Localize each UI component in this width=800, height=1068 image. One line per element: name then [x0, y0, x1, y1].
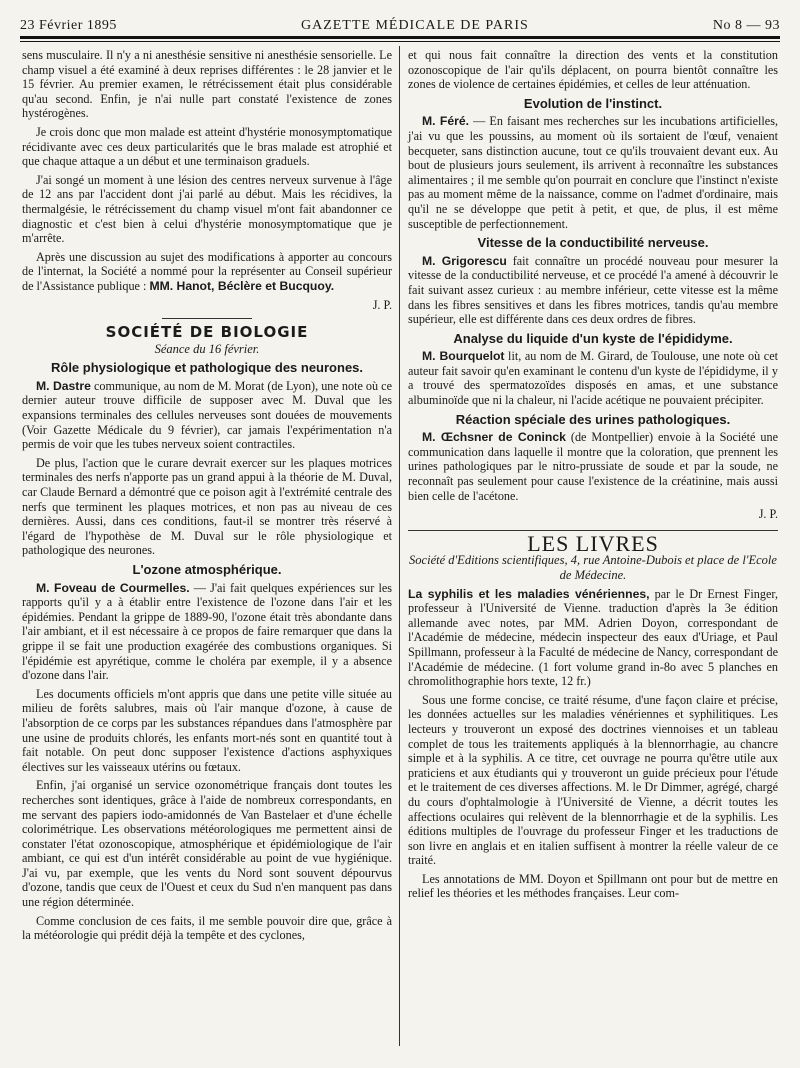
speaker-name: M. Œchsner de Coninck	[422, 430, 566, 445]
paragraph	[22, 250, 392, 294]
speaker-name: M. Foveau de Courmelles.	[36, 580, 190, 595]
article-heading: Evolution de l'instinct.	[523, 95, 663, 111]
session-date: Séance du 16 février.	[154, 341, 260, 356]
left-column	[22, 48, 392, 947]
issue-date: 23 Février 1895	[20, 18, 117, 33]
speaker-name: M. Dastre	[36, 378, 91, 393]
column-divider	[399, 46, 400, 1046]
society-heading: SOCIÉTÉ DE BIOLOGIE	[105, 323, 309, 342]
paragraph-text: — En faisant mes recherches sur les incubations artificielles, j'ai vu que les poussins, au moment où ils sortaient de l'œuf, venaient becqueter, sans distinction aucune, tout ce qu'ils trouvaient devant eux. Au bout de plusieurs jours seulement, ils arrivent à reconnaître les substances alimentaires ; il me semble qu'on pourrait en conclure que l'instinct n'existe pas au moment même de la naissance, comme on l'admet d'ordinaire, mais qu'il ne se développe que petit à petit, et que, de plus, il est même susceptible de perfectionnement.	[408, 114, 779, 231]
paragraph-text: Après une discussion au sujet des modifications à apporter au concours de l'internat, la Société a nommé pour la représenter au Conseil supérieur de l'Assistance publique :	[22, 249, 392, 293]
paragraph	[408, 587, 778, 689]
paragraph	[408, 430, 778, 503]
article-heading: L'ozone atmosphérique.	[132, 562, 282, 577]
paragraph	[408, 114, 778, 231]
signature: J. P.	[758, 507, 778, 522]
paragraph-text: communique, au nom de M. Morat (de Lyon), une note où ce dernier auteur trouve difficile de supposer avec M. Duval que les expansions terminales des cellules nerveuses sont douées de mouvements (Voir Gazette Médicale du 9 février), car jamais l'expérimentation n'a permis de voir que les tubes nerveux soient contractiles.	[22, 378, 392, 452]
paragraph-text: par le Dr Ernest Finger, professeur à l'Université de Vienne. traduction d'après la 3e édition allemande avec notes, par MM. Adrien Doyon, correspondant de l'Académie de médecine, médecin inspecteur des eaux d'Uriage, et Paul Spillmann, professeur à la Faculté de médecine de Nancy, correspondant de l'Académie de médecine. (1 fort volume grand in-8o avec 5 planches en chromolithographie hors texte, 12 fr.)	[408, 586, 778, 689]
journal-title: GAZETTE MÉDICALE DE PARIS	[300, 18, 529, 33]
books-heading: LES LIVRES	[527, 530, 659, 556]
right-column	[408, 48, 778, 905]
paragraph: et qui nous fait connaître la direction des vents et la constitution ozonoscopique de l'air qu'ils déplacent, on pourra bientôt connaître les zones de violence de certaines épidémies, et celles de leur atténuation.	[408, 48, 778, 92]
paragraph: Sous une forme concise, ce traité résume, d'une façon claire et précise, les données actuelles sur les maladies vénériennes et syphilitiques. Les lecteurs y trouveront un exposé des doctrines viennoises et un tableau complet de tous les traitements appliqués à la blennorrhagie, au chancre simple et à la syphilis. A ce titre, cet ouvrage ne pourra qu'être utile aux praticiens et aux étudiants qui y trouveront un guide précieux pour l'étude et le traitement de ces diverses affections. M. le Dr Dimmer, agrégé, chargé du cours d'ophtalmologie à l'Université de Vienne, a décrit toutes les affections oculaires qui relèvent de la blennorrhagie et de la syphilis. Les éditions multiples de l'ouvrage du professeur Finger et les traductions de son livre en anglais et en italien suffisent à montrer la réelle valeur de ce traité.	[408, 692, 778, 868]
paragraph: sens musculaire. Il n'y a ni anesthésie sensitive ni anesthésie sensorielle. Le champ visuel a été examiné à deux reprises différentes : le 28 janvier et le 15 février. Au premier examen, le rétrécissement était plus considérable qu'au second. Enfin, je n'ai nulle part constaté l'existence de zones hystérogènes.	[22, 48, 392, 121]
header-rule	[20, 36, 780, 42]
article-heading: Réaction spéciale des urines pathologiques.	[455, 411, 731, 427]
speaker-name: M. Grigorescu	[422, 253, 507, 268]
paragraph	[408, 254, 778, 327]
separator	[162, 318, 252, 319]
paragraph	[22, 379, 392, 452]
article-heading: Vitesse de la conductibilité nerveuse.	[477, 235, 709, 251]
paragraph: J'ai songé un moment à une lésion des centres nerveux survenue à l'âge de 12 ans par l'accident dont j'ai parlé au début. Mais les récidives, la thermalgésie, le rétrécissement du champ visuel m'ont fait abandonner ce diagnostic et c'est bien à celui d'hystérie monosymptomatique que je m'arrête.	[22, 172, 392, 246]
paragraph: Comme conclusion de ces faits, il me semble pouvoir dire que, grâce à la météorologie qui prédit déjà la tempête et des cyclones,	[22, 913, 392, 943]
paragraph	[408, 349, 778, 407]
page-header	[20, 10, 780, 34]
speaker-name: M. Bourquelot	[422, 349, 505, 364]
paragraph: Enfin, j'ai organisé un service ozonométrique français dont toutes les recherches sont identiques, grâce à l'aide de nombreux correspondants, en me servant des papiers iodo-amidonnés de Van Bastelaer et d'une échelle colorimétrique. Les observations météorologiques me permettent ainsi de constater l'état ozonoscopique, atmosphérique et épidémiologique de l'air ambiant, ce qui est d'un intérêt considérable au point de vue hygiénique. J'ai vu, par exemple, que les vents du Nord sont souvent dépourvus d'ozone, tandis que ceux de l'Ouest et ceux du Sud n'en manquent pas dans une région déterminée.	[22, 778, 392, 910]
book-title: La syphilis et les maladies vénériennes,	[408, 586, 650, 601]
article-heading: Rôle physiologique et pathologique des neurones.	[50, 360, 364, 376]
article-heading: Analyse du liquide d'un kyste de l'épididyme.	[453, 330, 733, 346]
paragraph-text: — J'ai fait quelques expériences sur les rapports qu'il y a à établir entre l'existence de l'ozone dans l'air et les épidémies. Pendant la grippe de 1889-90, l'ozone était très abondante dans l'air ambiant, et il est nécessaire à ce propos de faire remarquer que dans la grippe il se fait une production exagérée des combustions organiques. Si l'épidémie est apyrétique, comme le choléra par exemple, il y a absence d'ozone dans l'air.	[22, 580, 392, 683]
signature: J. P.	[372, 297, 392, 312]
issue-number: No 8 — 93	[712, 18, 780, 33]
speaker-name: M. Féré.	[422, 114, 470, 129]
paragraph: Les annotations de MM. Doyon et Spillmann ont pour but de mettre en relief les théories et les méthodes françaises. Leur com-	[408, 871, 778, 901]
paragraph: De plus, l'action que le curare devrait exercer sur les plaques motrices terminales des nerfs n'apporte pas un grand appui à la théorie de M. Duval, car Claude Bernard a démontré que ce poison agit à l'extrémité centrale des nerfs que terminent les plaques motrices, et non pas au niveau de ces dernières. Aussi, dans ces conditions, faut-il se montrer très réservé à l'égard de l'hypothèse de M. Duval sur le rôle physiologique et pathologique des neurones.	[22, 455, 392, 558]
paragraph: Je crois donc que mon malade est atteint d'hystérie monosymptomatique récidivante avec ces deux particularités que le bras malade est atrophié et que chaque attaque a un début et une terminaison graduels.	[22, 124, 392, 169]
member-names: MM. Hanot, Béclère et Bucquoy.	[149, 278, 335, 293]
paragraph-text: lit, au nom de M. Girard, de Toulouse, une note où cet auteur fait savoir qu'en examinant le contenu d'un kyste de l'épididyme, il y a trouvé des spermatozoïdes disposés en amas, et une substance albuminoïde que ni la chaleur, ni l'acide acétique ne pouvaient précipiter.	[408, 349, 778, 408]
paragraph-text: fait connaître un procédé nouveau pour mesurer la vitesse de la conductibilité nerveuse, et ce procédé l'a amené à découvrir le fait suivant assez curieux : au membre inférieur, cette vitesse est la même dans les fibres sensitives et dans les fibres motrices, tandis qu'au membre supérieur, elle est différente dans ces deux ordres de fibres.	[408, 253, 778, 327]
paragraph: Les documents officiels m'ont appris que dans une petite ville située au milieu de forêts salubres, mais où l'air manque d'ozone, à cause de l'absorption de ce corps par les substances répandues dans l'atmosphère par une usine de produits chlorés, les enfants mort-nés sont en quantité tout à fait notable. On peut donc supposer l'existence d'actions asphyxiques électives sur les vaisseaux utérins ou fœtaux.	[22, 686, 392, 774]
paragraph-text: (de Montpellier) envoie à la Société une communication dans laquelle il montre que la coloration, que prennent les urines pathologiques par le nitro-prussiate de soude et par la soude, ne reconnaît pas seulement pour cause l'existence de la créatinine, mais aussi bien celle de l'acétone.	[408, 430, 779, 503]
paragraph	[22, 581, 392, 683]
publisher-line: Société d'Editions scientifiques, 4, rue Antoine-Dubois et place de l'Ecole de Médecine.	[409, 553, 777, 582]
